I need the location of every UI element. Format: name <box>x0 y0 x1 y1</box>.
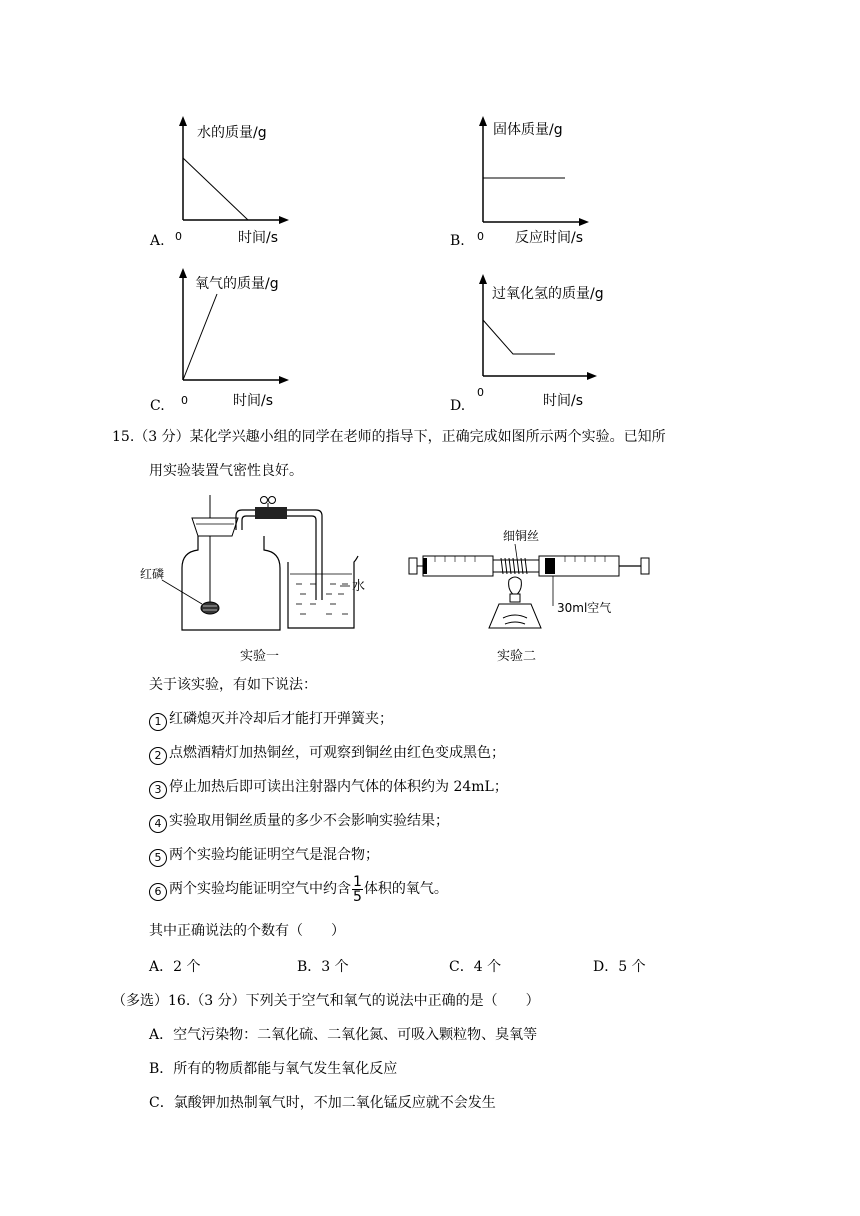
graph-a-xlabel: 时间/s <box>238 230 279 246</box>
fraction-numerator: 1 <box>353 873 362 890</box>
graph-b-ylabel: 固体质量/g <box>493 122 563 138</box>
q15-statement-4 <box>149 811 449 833</box>
statement-text: 两个实验均能证明空气是混合物； <box>169 847 379 863</box>
option-c-label: C. <box>150 398 165 414</box>
circled-number: 6 <box>149 883 167 901</box>
q16-stem: （多选）16.（3 分）下列关于空气和氧气的说法中正确的是（ ） <box>112 993 540 1009</box>
graph-b-plot <box>465 112 605 247</box>
graph-b-origin: 0 <box>477 230 484 243</box>
circled-number: 5 <box>149 849 167 867</box>
q15-option-b: B．3 个 <box>297 959 349 975</box>
statement-text: 点燃酒精灯加热铜丝，可观察到铜丝由红色变成黑色； <box>169 745 505 761</box>
experiment-two-apparatus <box>405 520 665 665</box>
q15-statement-6 <box>149 872 448 906</box>
graph-a-plot <box>165 112 295 247</box>
circled-number: 2 <box>149 747 167 765</box>
graph-d-xlabel: 时间/s <box>543 393 584 409</box>
q16-option-b: B．所有的物质都能与氧气发生氧化反应 <box>149 1061 398 1077</box>
graph-b-xlabel: 反应时间/s <box>515 230 584 246</box>
option-d-label: D. <box>450 398 466 414</box>
q15-statement-2 <box>149 743 505 765</box>
experiment-one-apparatus <box>140 490 380 665</box>
statement-text: 实验取用铜丝质量的多少不会影响实验结果； <box>169 813 449 829</box>
q16-option-c: C．氯酸钾加热制氧气时，不加二氧化锰反应就不会发生 <box>149 1095 496 1111</box>
experiment-two-caption: 实验二 <box>497 649 537 664</box>
q15-question: 其中正确说法的个数有（ ） <box>149 923 345 939</box>
statement-text-after: 体积的氧气。 <box>363 881 448 897</box>
graph-c-origin: 0 <box>181 394 188 407</box>
q15-statement-1 <box>149 709 393 731</box>
q15-option-c: C．4 个 <box>449 959 502 975</box>
q15-option-d: D．5 个 <box>593 959 646 975</box>
fraction-denominator: 5 <box>353 888 362 905</box>
statement-text: 停止加热后即可读出注射器内气体的体积约为 24mL； <box>169 779 508 795</box>
graph-c-plot <box>165 264 295 414</box>
circled-number: 1 <box>149 713 167 731</box>
q15-option-a: A．2 个 <box>149 959 201 975</box>
graph-c-ylabel: 氧气的质量/g <box>195 276 279 292</box>
q15-statement-3 <box>149 777 508 799</box>
q16-option-a: A．空气污染物：二氧化硫、二氧化氮、可吸入颗粒物、臭氧等 <box>149 1027 538 1043</box>
label-air-volume: 30ml空气 <box>557 601 612 615</box>
label-red-phosphorus: 红磷 <box>140 567 165 581</box>
graph-c-xlabel: 时间/s <box>233 393 274 409</box>
label-copper-wire: 细铜丝 <box>503 529 540 543</box>
q15-intro: 关于该实验，有如下说法： <box>149 677 317 693</box>
q15-stem-line1: 15.（3 分）某化学兴趣小组的同学在老师的指导下，正确完成如图所示两个实验。已知所 <box>112 429 666 445</box>
fraction-one-fifth <box>352 875 363 904</box>
q15-stem-line2: 用实验装置气密性良好。 <box>149 463 303 479</box>
statement-text: 红磷熄灭并冷却后才能打开弹簧夹； <box>169 711 393 727</box>
circled-number: 4 <box>149 815 167 833</box>
option-b-label: B. <box>450 233 465 249</box>
graph-d-ylabel: 过氧化氢的质量/g <box>492 286 604 302</box>
graph-d-origin: 0 <box>477 386 484 399</box>
q15-statement-5 <box>149 845 379 867</box>
graph-d-plot <box>465 264 645 414</box>
option-a-label: A. <box>150 233 165 249</box>
statement-text-before: 两个实验均能证明空气中约含 <box>169 881 351 897</box>
experiment-one-caption: 实验一 <box>240 649 280 664</box>
graph-a-origin: 0 <box>175 230 182 243</box>
circled-number: 3 <box>149 781 167 799</box>
graph-a-ylabel: 水的质量/g <box>197 125 267 141</box>
label-water: 水 <box>352 579 366 594</box>
